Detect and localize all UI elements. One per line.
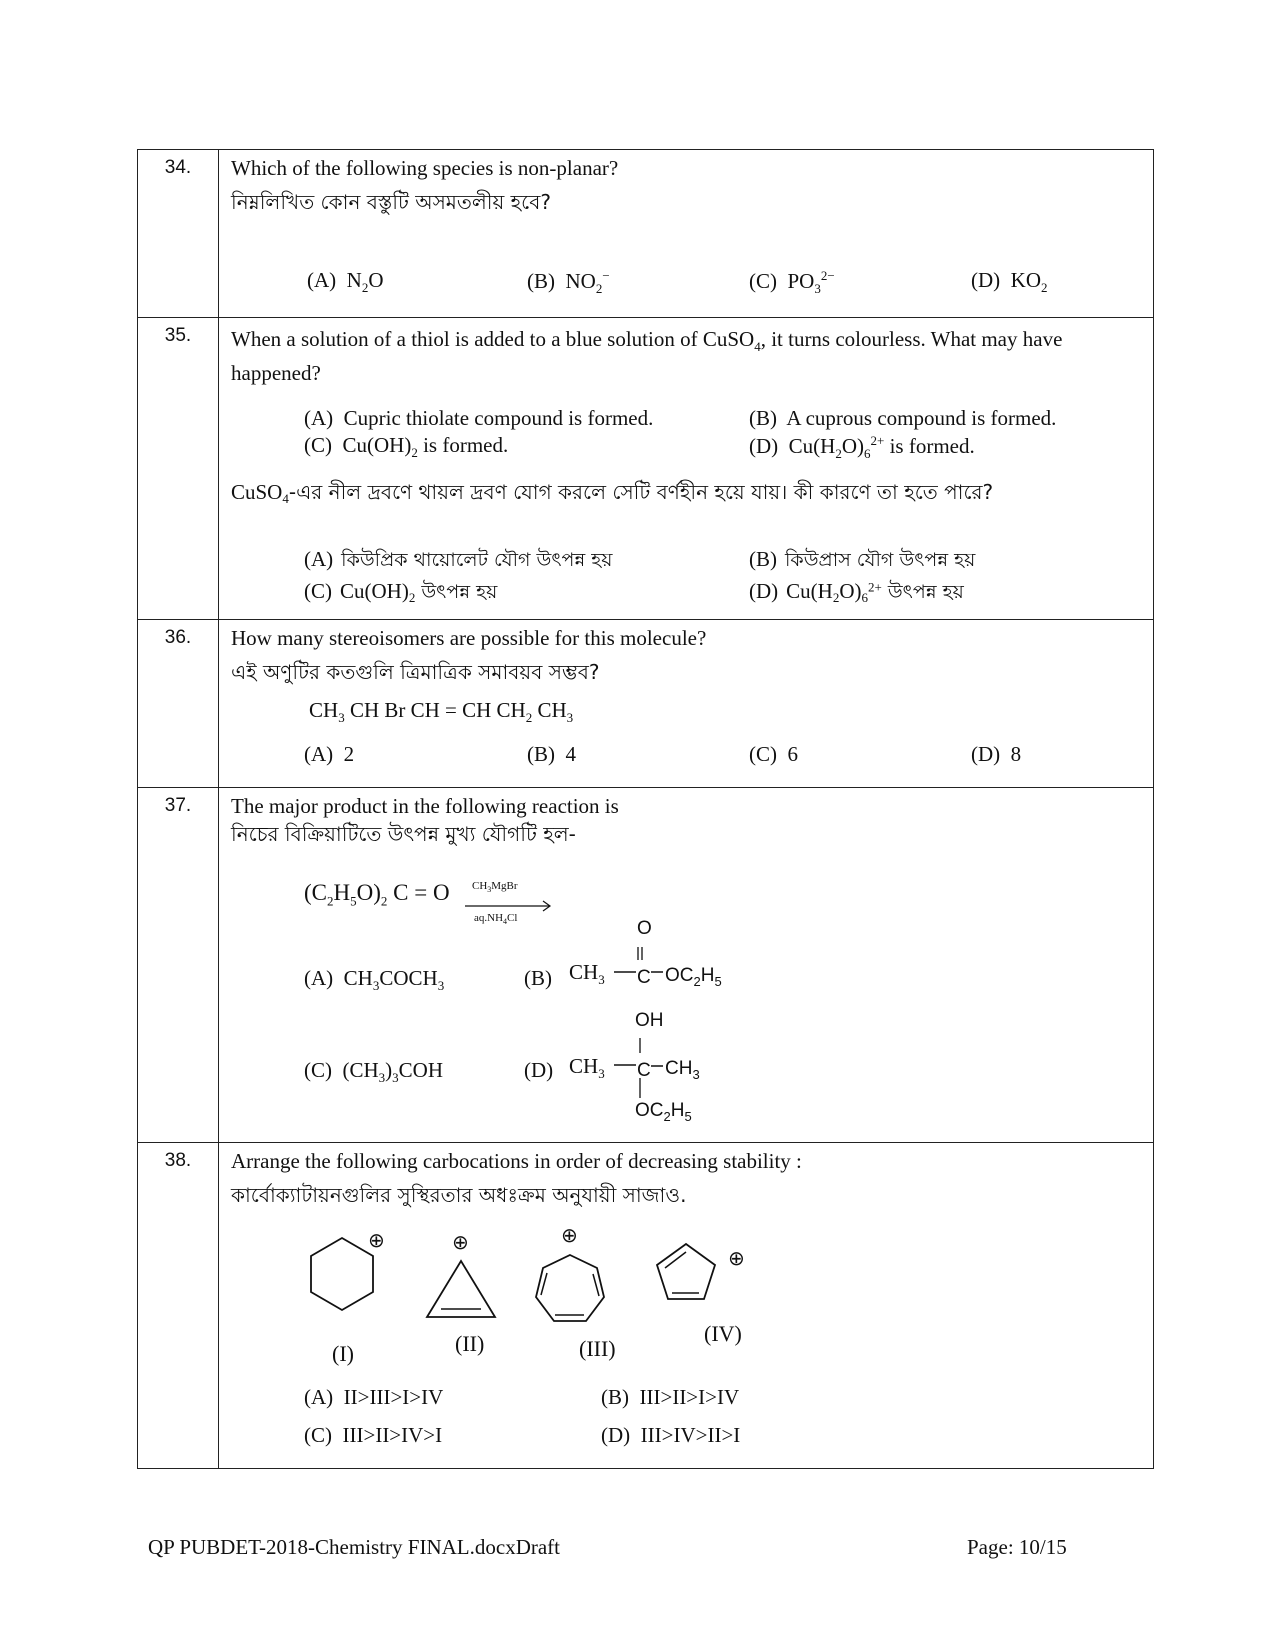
question-text-bn: নিচের বিক্রিয়াটিতে উৎপন্ন মুখ্য যৌগটি হল- bbox=[231, 822, 576, 846]
charge-symbol-ii: ⊕ bbox=[452, 1230, 469, 1254]
question-text-bn: কার্বোক্যাটায়নগুলির সুস্থিরতার অধঃক্রম অনুযায়ী সাজাও. bbox=[231, 1183, 687, 1207]
molecule-formula: $CH_3$ CH Br CH = CH $CH_2$ $CH_3$ bbox=[309, 698, 574, 726]
footer-filename: QP PUBDET-2018-Chemistry FINAL.docxDraft bbox=[148, 1535, 561, 1559]
option-d: (D) $KO_2$ bbox=[971, 268, 1048, 296]
charge-symbol-i: ⊕ bbox=[368, 1228, 385, 1252]
option-b: (B) $NO_2^-$ bbox=[527, 268, 610, 297]
question-text-bn: CuSO$_4$-এর নীল দ্রবণে থায়ল দ্রবণ যোগ করলে সেটি বর্ণহীন হয়ে যায়। কী কারণে তা হতে পারে? bbox=[231, 480, 994, 507]
option-b: (B) III>II>I>IV bbox=[601, 1385, 740, 1409]
question-row-38 bbox=[138, 1143, 1154, 1469]
option-c-bn: (C) $Cu(OH)_2$ উৎপন্ন হয় bbox=[304, 579, 498, 606]
reagent-bottom: $aq.NH_4Cl$ bbox=[474, 912, 518, 927]
charge-symbol-iv: ⊕ bbox=[728, 1246, 745, 1270]
question-number: 35. bbox=[138, 318, 219, 620]
structure-iv-cyclopentadienyl bbox=[655, 1241, 725, 1311]
option-a-bn: (A) কিউপ্রিক থায়োলেট যৌগ উৎপন্ন হয় bbox=[304, 547, 613, 571]
reaction-arrow bbox=[465, 900, 555, 912]
option-d-right-group: $CH_3$ bbox=[665, 1058, 700, 1082]
question-number: 37. bbox=[138, 788, 219, 1143]
option-b-en: (B) A cuprous compound is formed. bbox=[749, 406, 1057, 430]
option-d: (D) III>IV>II>I bbox=[601, 1423, 741, 1447]
question-number: 34. bbox=[138, 150, 219, 318]
option-a: (A) $N_2O$ bbox=[307, 268, 384, 296]
option-b-right-group: $OC_2H_5$ bbox=[665, 965, 722, 989]
question-row-37 bbox=[138, 788, 1154, 1143]
question-table bbox=[137, 149, 1154, 1469]
option-c-en: (C) $Cu(OH)_2$ is formed. bbox=[304, 433, 509, 461]
option-b-label: (B) bbox=[524, 966, 552, 990]
reactant-formula: $(C_2H_5O)_2$ C = O bbox=[304, 880, 450, 909]
question-cell bbox=[219, 620, 1154, 788]
question-text-en: The major product in the following reaction is bbox=[231, 794, 619, 818]
question-cell bbox=[219, 318, 1154, 620]
option-c: (C) $PO_3^{2-}$ bbox=[749, 268, 835, 297]
question-text-bn: এই অণুটির কতগুলি ত্রিমাত্রিক সমাবয়ব সম্ভব? bbox=[231, 660, 600, 684]
question-text-en: Which of the following species is non-planar? bbox=[231, 156, 619, 180]
question-text-en: Arrange the following carbocations in order of decreasing stability : bbox=[231, 1149, 802, 1173]
option-d: (D) 8 bbox=[971, 742, 1022, 766]
option-a: (A) II>III>I>IV bbox=[304, 1385, 444, 1409]
option-c: (C) $(CH_3)_3COH$ bbox=[304, 1058, 444, 1086]
option-d-bond-right bbox=[651, 1065, 665, 1069]
question-cell bbox=[219, 1143, 1154, 1469]
option-d-bn: (D) $Cu(H_2O)_6^{2+}$ উৎপন্ন হয় bbox=[749, 579, 964, 606]
question-text-en: When a solution of a thiol is added to a blue solution of CuSO$_4$, it turns colourless. What may have happened? bbox=[231, 327, 1063, 386]
structure-label-iv: (IV) bbox=[704, 1321, 742, 1346]
option-d-label: (D) bbox=[524, 1058, 554, 1082]
structure-label-ii: (II) bbox=[455, 1331, 485, 1356]
option-b-center-c: C bbox=[637, 967, 651, 988]
option-c: (C) 6 bbox=[749, 742, 798, 766]
option-d-en: (D) $Cu(H_2O)_6^{2+}$ is formed. bbox=[749, 433, 975, 462]
question-number: 36. bbox=[138, 620, 219, 788]
option-d-left-group: $CH_3$ bbox=[569, 1054, 605, 1082]
question-text-bn: নিম্নলিখিত কোন বস্তুটি অসমতলীয় হবে? bbox=[231, 190, 551, 214]
option-b-bn: (B) কিউপ্রাস যৌগ উৎপন্ন হয় bbox=[749, 547, 976, 571]
question-number: 38. bbox=[138, 1143, 219, 1469]
option-b-left-group: $CH_3$ bbox=[569, 960, 605, 988]
question-text-en: How many stereoisomers are possible for this molecule? bbox=[231, 626, 707, 650]
footer-page-number: Page: 10/15 bbox=[967, 1535, 1067, 1559]
question-row-34 bbox=[138, 150, 1154, 318]
structure-label-iii: (III) bbox=[579, 1336, 616, 1361]
question-cell bbox=[219, 788, 1154, 1143]
charge-symbol-iii: ⊕ bbox=[561, 1223, 578, 1247]
option-b-bond-right bbox=[651, 971, 665, 975]
option-d-bottom-group: $OC_2H_5$ bbox=[635, 1100, 692, 1124]
reagent-top: $CH_3MgBr$ bbox=[472, 880, 518, 895]
option-a: (A) 2 bbox=[304, 742, 355, 766]
question-cell bbox=[219, 150, 1154, 318]
option-a: (A) $CH_3COCH_3$ bbox=[304, 966, 445, 994]
option-b-carbonyl-o: O bbox=[637, 918, 652, 939]
option-c: (C) III>II>IV>I bbox=[304, 1423, 443, 1447]
option-d-hydroxyl: OH bbox=[635, 1010, 664, 1031]
option-b: (B) 4 bbox=[527, 742, 576, 766]
structure-ii-cyclopropenyl bbox=[425, 1255, 500, 1325]
question-row-36 bbox=[138, 620, 1154, 788]
structure-iii-tropylium bbox=[533, 1251, 613, 1331]
structure-label-i: (I) bbox=[332, 1341, 354, 1366]
option-d-center-c: C bbox=[637, 1060, 651, 1081]
question-row-35 bbox=[138, 318, 1154, 620]
option-a-en: (A) Cupric thiolate compound is formed. bbox=[304, 406, 654, 430]
